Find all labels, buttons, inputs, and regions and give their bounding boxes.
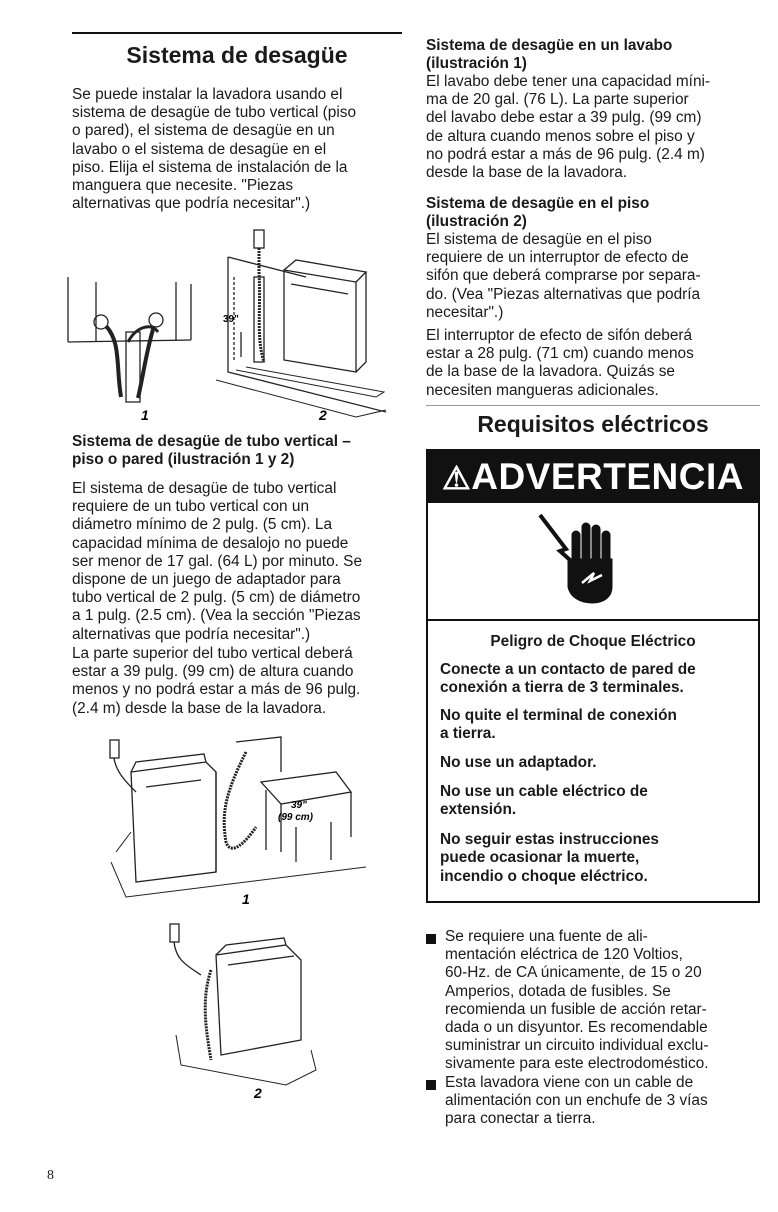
floor-drain-heading: Sistema de desagüe en el piso (ilustración 2) [426, 195, 650, 231]
warning-line-3: No use un adaptador. [440, 754, 597, 771]
section-top-rule [72, 32, 402, 34]
standpipe-paragraph-1: El sistema de desagüe de tubo vertical requiere de un tubo vertical con un diámetro mínimo de 2 pulg. (5 cm). La capacidad mínima de desalojo no puede ser menor de 17 gal. (64 L) por minuto. Se dispone de un juego de adaptador para tubo vertical de 2 pulg. (5 cm) de diámetro a 1 pulg. (2.5 cm). (Vea la sección "Piezas alternativas que podría necesitar".) [72, 480, 363, 643]
power-cord-bullet: Esta lavadora viene con un cable de alimentación con un enchufe de 3 vías para conectar a tierra. [445, 1074, 708, 1128]
sink-drain-heading: Sistema de desagüe en un lavabo (ilustración 1) [426, 37, 673, 73]
laundry-sink-illustration [106, 732, 376, 912]
page-number: 8 [47, 1168, 54, 1183]
warning-divider [428, 619, 758, 621]
section-divider [426, 405, 760, 406]
fig-bot-number: 2 [254, 1085, 262, 1101]
warning-title: Peligro de Choque Eléctrico [490, 633, 696, 650]
warning-box [426, 449, 760, 903]
standpipe-heading: Sistema de desagüe de tubo vertical – piso o pared (ilustración 1 y 2) [72, 433, 351, 469]
fig-top-number-1: 1 [141, 407, 149, 423]
fig-top-height-label: 39" [223, 314, 239, 325]
bullet-marker [426, 934, 436, 944]
warning-banner-text: ADVERTENCIA [471, 456, 744, 497]
fig-mid-height-label: 39" [291, 800, 307, 811]
warning-line-4: No use un cable eléctrico de extensión. [440, 783, 648, 819]
bullet-marker [426, 1080, 436, 1090]
drain-system-heading: Sistema de desagüe [126, 42, 348, 68]
floor-drain-paragraph-2: El interruptor de efecto de sifón deberá estar a 28 pulg. (71 cm) cuando menos de la base de la lavadora. Quizás se necesiten mangueras adicionales. [426, 327, 694, 399]
standpipe-paragraph-2: La parte superior del tubo vertical deberá estar a 39 pulg. (99 cm) de altura cuando menos y no podrá estar a más de 96 pulg. (2.4 m) desde la base de la lavadora. [72, 645, 361, 717]
warning-line-1: Conecte a un contacto de pared de conexión a tierra de 3 terminales. [440, 661, 696, 697]
fig-top-number-2: 2 [319, 407, 327, 423]
warning-banner [428, 451, 758, 503]
floor-drain-illustration [166, 920, 326, 1100]
fig-mid-number: 1 [242, 891, 250, 907]
electrical-requirements-heading: Requisitos eléctricos [477, 411, 709, 437]
fig-mid-height-label-cm: (99 cm) [278, 812, 314, 823]
warning-line-5: No seguir estas instrucciones puede ocasionar la muerte, incendio o choque eléctrico. [440, 831, 659, 885]
warning-triangle-icon: ⚠ [442, 460, 472, 496]
floor-drain-paragraph-1: El sistema de desagüe en el piso requiere de un interruptor de efecto de sifón que deberá comprarse por separa- do. (Vea "Piezas alternativas que podría necesitar".) [426, 231, 701, 321]
warning-line-2: No quite el terminal de conexión a tierra. [440, 707, 677, 743]
drain-intro-paragraph: Se puede instalar la lavadora usando el sistema de desagüe de tubo vertical (piso o pared), el sistema de desagüe en un lavabo o el sistema de desagüe en el piso. Elija el sistema de instalación de la manguera que necesite. "Piezas alternativas que podría necesitar".) [72, 86, 357, 213]
power-supply-bullet: Se requiere una fuente de ali- mentación eléctrica de 120 Voltios, 60-Hz. de CA únicamente, de 15 o 20 Amperios, dotada de fusibles. Se recomienda un fusible de acción retar- dada o un disyuntor. Es recomendable suministrar un circuito individual exclu- sivamente para este electrodoméstico. [445, 928, 709, 1073]
electric-shock-hand-icon [536, 509, 620, 609]
standpipe-illustration-top [66, 222, 396, 422]
sink-drain-paragraph: El lavabo debe tener una capacidad míni- ma de 20 gal. (76 L). La parte superior del lavabo debe estar a 39 pulg. (99 cm) de altura cuando menos sobre el piso y no podrá estar a más de 96 pulg. (2.4 m) desde la base de la lavadora. [426, 73, 711, 182]
